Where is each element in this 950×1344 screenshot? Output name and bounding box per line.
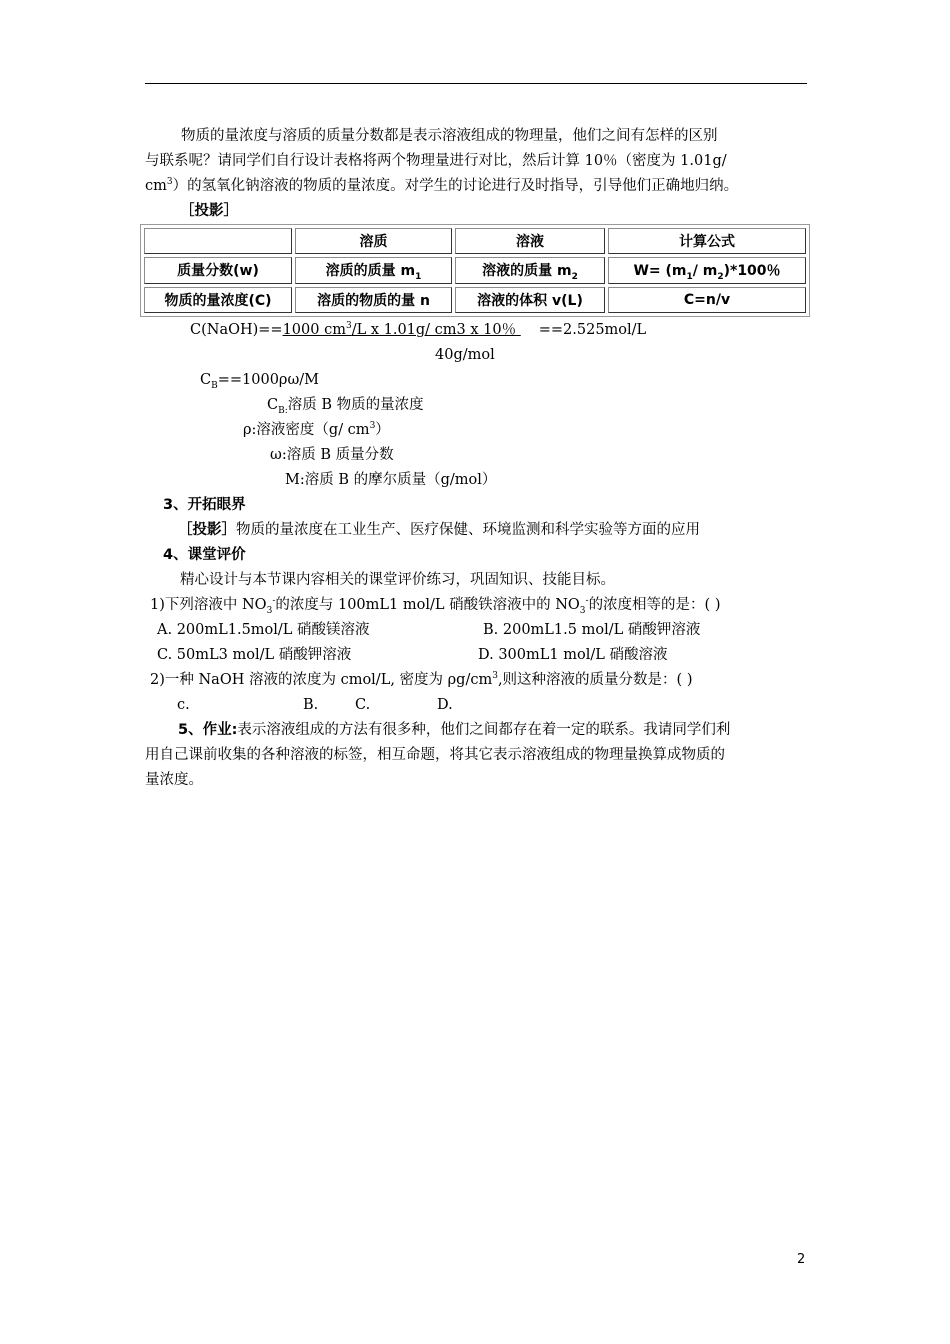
page-number: 2 (797, 1252, 806, 1267)
table-header-cell: 溶液 (455, 228, 605, 254)
question-2-option-c-lower: c. (177, 697, 190, 713)
table-header-cell: 计算公式 (608, 228, 806, 254)
option-a: A. 200mL1.5mol/L 硝酸镁溶液 (157, 622, 370, 638)
intro-line-3: $cm^3$）的氢氧化钠溶液的物质的量浓度。对学生的讨论进行及时指导，引导他们正确地归纳。 (145, 177, 739, 194)
table-cell: 溶质的物质的量 n (295, 287, 452, 313)
option-c: C. 50mL3 mol/L 硝酸钾溶液 (157, 647, 352, 663)
formula-def-rho: ρ:溶液密度（g/ $cm^3$） (243, 421, 390, 438)
table-cell: 溶质的质量 $m_1$ (295, 257, 452, 283)
header-rule (145, 83, 807, 84)
table-header-cell: 溶质 (295, 228, 452, 254)
formula-def-cb: $C_{B:}$溶质 B 物质的量浓度 (267, 397, 424, 416)
section3-heading: 3、开拓眼界 (163, 497, 246, 513)
projection-label: ［投影］ (180, 203, 238, 219)
table-cell: C=n/v (608, 287, 806, 313)
question-2: 2)一种 NaOH 溶液的浓度为 cmol/L, 密度为 $\rho g/cm^3$,则这种溶液的质量分数是：( ) (150, 671, 693, 688)
row-label: 质量分数(w) (144, 257, 292, 283)
table-cell: 溶液的体积 v(L) (455, 287, 605, 313)
comparison-table (140, 224, 810, 317)
intro-line-2: 与联系呢？请同学们自行设计表格将两个物理量进行对比，然后计算 10％（密度为 1.01g/ (145, 153, 727, 169)
table-cell: $W= (m_1/$ $m_2)*100$％ (608, 257, 806, 283)
formula-def-omega: ω:溶质 B 质量分数 (270, 447, 394, 463)
row-label: 物质的量浓度(C) (144, 287, 292, 313)
question-2-option-d: D. (437, 697, 453, 713)
section3-text: ［投影］物质的量浓度在工业生产、医疗保健、环境监测和科学实验等方面的应用 (178, 522, 700, 538)
table-cell: 溶液的质量 $m_2$ (455, 257, 605, 283)
intro-line-1: 物质的量浓度与溶质的质量分数都是表示溶液组成的物理量，他们之间有怎样的区别 (181, 128, 718, 144)
calc-line: C(NaOH)==1000 $cm^3/L$ x 1.01g/ cm3 x 10％ ==2.525mol/L (190, 321, 647, 338)
section5-line-3: 量浓度。 (145, 772, 203, 788)
formula-main: $C_B==1000\rho\omega/M$ (200, 372, 320, 391)
table-header-cell (144, 228, 292, 254)
question-2-option-c: C. (355, 697, 371, 713)
section4-heading: 4、课堂评价 (163, 547, 246, 563)
question-1: 1)下列溶液中 $NO_3^-$的浓度与 100mL1 mol/L 硝酸铁溶液中的 $NO_3^-$的浓度相等的是：( ) (150, 596, 721, 616)
table-row (144, 257, 806, 283)
question-2-option-b: B. (303, 697, 319, 713)
section5-line-1: 5、作业:表示溶液组成的方法有很多种，他们之间都存在着一定的联系。我请同学们利 (178, 722, 731, 738)
calc-denominator: 40g/mol (435, 347, 495, 363)
section4-text: 精心设计与本节课内容相关的课堂评价练习，巩固知识、技能目标。 (180, 572, 615, 588)
option-b: B. 200mL1.5 mol/L 硝酸钾溶液 (483, 622, 701, 638)
section5-line-2: 用自己课前收集的各种溶液的标签，相互命题，将其它表示溶液组成的物理量换算成物质的 (145, 747, 725, 763)
formula-def-m: M:溶质 B 的摩尔质量（g/mol） (285, 472, 497, 488)
table-header-row (144, 228, 806, 254)
option-d: D. 300mL1 mol/L 硝酸溶液 (478, 647, 668, 663)
table-row (144, 287, 806, 313)
